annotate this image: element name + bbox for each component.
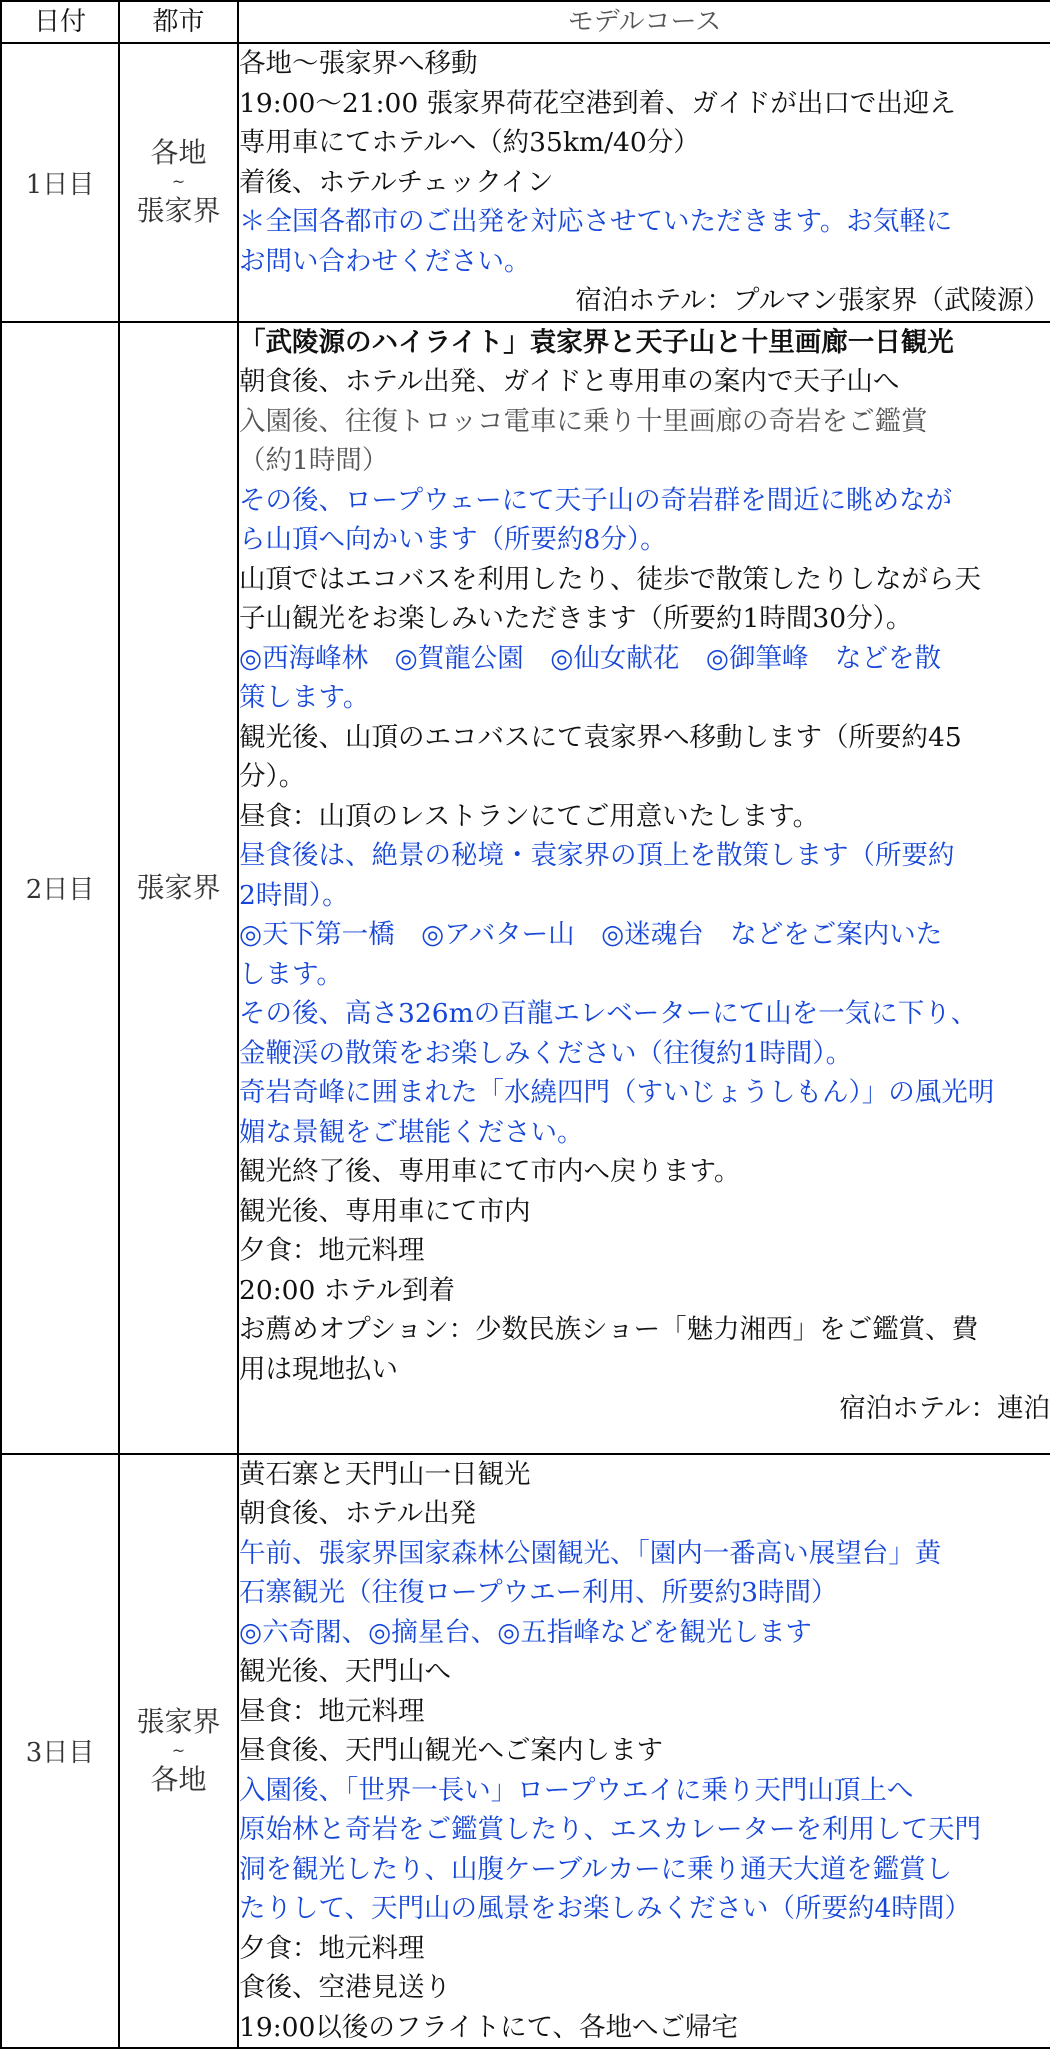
city-separator: ~ [171,1740,186,1760]
course-line: 昼食後は、絶景の秘境・袁家界の頂上を散策します（所要約 [239,840,955,871]
day-label: 1日目 [1,43,119,322]
course-line: ◎天下第一橋 ◎アバター山 ◎迷魂台 などをご案内いた [239,919,943,950]
course-line: 子山観光をお楽しみいただきます（所要約1時間30分）。 [239,603,913,634]
course-line: 観光後、天門山へ [239,1656,451,1687]
course-line: 朝食後、ホテル出発、ガイドと専用車の案内で天子山へ [239,366,900,397]
course-line: 原始林と奇岩をご鑑賞したり、エスカレーターを利用して天門 [239,1814,981,1845]
course-line: 入園後、往復トロッコ電車に乗り十里画廊の奇岩をご鑑賞 [239,405,928,437]
city-cell [119,322,238,1454]
course-line: 奇岩奇峰に囲まれた「水繞四門（すいじょうしもん）」の風光明 [239,1077,995,1108]
city-cell [119,43,238,322]
day-label: 3日目 [1,1454,119,2049]
day-row [1,322,1050,1454]
header-course: モデルコース [238,1,1050,43]
header-day: 日付 [1,1,119,43]
course-line: します。 [239,958,343,990]
course-line: 策します。 [239,682,370,713]
course-line: 洞を観光したり、山腹ケーブルカーに乗り通天大道を鑑賞し [239,1853,953,1885]
course-line: 石寨観光（往復ロープウエー利用、所要約3時間） [239,1577,838,1608]
course-line: 19:00～21:00 張家界荷花空港到着、ガイドが出口で出迎え [239,87,956,119]
course-line: 昼食：地元料理 [239,1695,425,1727]
course-line: 専用車にてホテルへ（約35km/40分） [239,127,700,158]
city-separator: ~ [171,172,186,192]
course-line: 「武陵源のハイライト」袁家界と天子山と十里画廊一日観光 [239,326,954,358]
course-line: 夕食：地元料理 [239,1932,425,1964]
course-line: 金鞭渓の散策をお楽しみください（往復約1時間）。 [239,1037,853,1069]
course-line: 午前、張家界国家森林公園観光、「園内一番高い展望台」黄 [239,1537,942,1569]
course-line: 用は現地払い [239,1353,398,1385]
header-row [1,1,1050,43]
course-cell [238,322,1050,1454]
course-line: ◎西海峰林 ◎賀龍公園 ◎仙女献花 ◎御筆峰 などを散 [239,642,941,674]
city-name: 張家界 [136,194,221,228]
course-line: 朝食後、ホテル出発 [239,1498,477,1529]
course-line: 各地～張家界へ移動 [239,48,478,79]
hotel-line: 宿泊ホテル：プルマン張家界（武陵源） [575,285,1050,316]
day-row [1,43,1050,322]
city-name: 各地 [150,1762,207,1796]
course-line: ら山頂へ向かいます（所要約8分）。 [239,524,667,555]
course-line: お問い合わせください。 [239,245,531,277]
course-line: ◎六奇閣、◎摘星台、◎五指峰などを観光します [239,1616,812,1648]
course-line: 入園後、「世界一長い」ロープウエイに乗り天門山頂上へ [239,1774,914,1806]
course-line: 2時間）。 [239,879,349,911]
day-label: 2日目 [1,322,119,1454]
header-city: 都市 [119,1,238,43]
city-name: 各地 [150,136,207,170]
course-line: 分）。 [239,761,306,792]
city-name: 張家界 [136,870,221,904]
course-line: たりして、天門山の風景をお楽しみください（所要約4時間） [239,1893,971,1924]
hotel-line: 宿泊ホテル：連泊 [839,1393,1050,1424]
course-line: 媚な景観をご堪能ください。 [239,1116,584,1148]
day-row [1,1454,1050,2049]
course-line: 昼食：山頂のレストランにてご用意いたします。 [239,800,820,832]
course-line: 着後、ホテルチェックイン [239,166,554,198]
course-line: その後、高さ326mの百龍エレベーターにて山を一気に下り、 [239,998,978,1029]
course-line: 20:00 ホテル到着 [239,1274,455,1306]
course-line: 観光終了後、専用車にて市内へ戻ります。 [239,1156,741,1187]
course-line: ＊全国各都市のご出発を対応させていただきます。お気軽に [239,206,953,237]
course-line: 観光後、山頂のエコバスにて袁家界へ移動します（所要約45 [239,721,962,753]
course-line: 観光後、専用車にて市内 [239,1195,531,1227]
course-line: 夕食：地元料理 [239,1235,425,1266]
city-cell [119,1454,238,2049]
course-line: 19:00以後のフライトにて、各地へご帰宅 [239,2011,739,2043]
course-line: （約1時間） [239,445,389,476]
course-cell [238,43,1050,322]
course-line: 食後、空港見送り [239,1972,451,2003]
course-line: 黄石寨と天門山一日観光 [239,1458,531,1490]
city-name: 張家界 [136,1704,221,1738]
course-line: その後、ロープウェーにて天子山の奇岩群を間近に眺めなが [239,484,953,516]
course-line: 山頂ではエコバスを利用したり、徒歩で散策したりしながら天 [239,563,981,595]
course-line: お薦めオプション：少数民族ショー「魅力湘西」をご鑑賞、費 [239,1314,979,1345]
course-line: 昼食後、天門山観光へご案内します [239,1735,663,1766]
course-cell [238,1454,1050,2049]
